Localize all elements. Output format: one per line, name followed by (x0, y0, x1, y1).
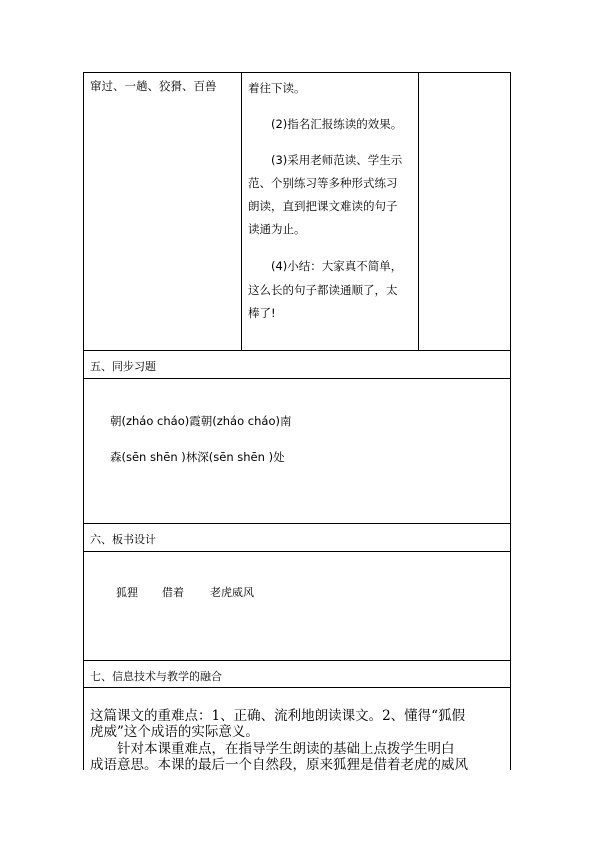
procedure-line-1: 着往下读。 (248, 81, 306, 95)
row1-divider-right (418, 72, 419, 350)
procedure-line-4: 范、个别练习等多种形式练习 (248, 176, 398, 190)
section6-bottom-border (83, 660, 511, 661)
integration-line-4: 成语意思。本课的最后一个自然段，原来狐狸是借着老虎的威风 (90, 757, 468, 773)
table-top-border (83, 72, 511, 73)
procedure-line-6: 读通为止。 (248, 222, 306, 236)
table-right-border (510, 72, 511, 770)
row1-bottom-border (83, 350, 511, 351)
section7-heading-bottom-border (83, 687, 511, 688)
procedure-line-5: 朗读，直到把课文难读的句子 (248, 199, 398, 213)
section5-heading: 五、同步习题 (90, 360, 156, 373)
table-left-border (83, 72, 84, 770)
row1-divider-left (241, 72, 242, 350)
exercise-line-2: 森(sēn shēn )林深(sēn shēn )处 (110, 450, 285, 464)
board-word-2: 借着 (162, 586, 184, 599)
integration-line-2: 虎威”这个成语的实际意义。 (90, 724, 259, 740)
procedure-line-8: 这么长的句子都读通顺了，太 (248, 283, 398, 297)
section5-heading-bottom-border (83, 378, 511, 379)
section6-heading: 六、板书设计 (90, 533, 156, 546)
vocabulary-words: 窜过、一趟、狡猾、百兽 (90, 79, 217, 93)
procedure-line-2: (2)指名汇报练读的效果。 (271, 117, 403, 131)
section5-bottom-border (83, 523, 511, 524)
procedure-line-3: (3)采用老师范读、学生示 (271, 153, 403, 167)
exercise-line-1: 朝(zháo cháo)霞朝(zháo cháo)南 (110, 414, 292, 428)
section7-heading: 七、信息技术与教学的融合 (90, 670, 222, 683)
integration-line-1: 这篇课文的重难点：1、正确、流利地朗读课文。2、懂得“狐假 (90, 708, 466, 724)
section6-heading-bottom-border (83, 551, 511, 552)
integration-line-3: 针对本课重难点，在指导学生朗读的基础上点拨学生明白 (117, 741, 455, 757)
board-word-3: 老虎威风 (210, 586, 254, 599)
procedure-line-9: 棒了! (248, 306, 276, 320)
board-word-1: 狐狸 (116, 586, 138, 599)
procedure-line-7: (4)小结：大家真不简单， (271, 259, 403, 273)
